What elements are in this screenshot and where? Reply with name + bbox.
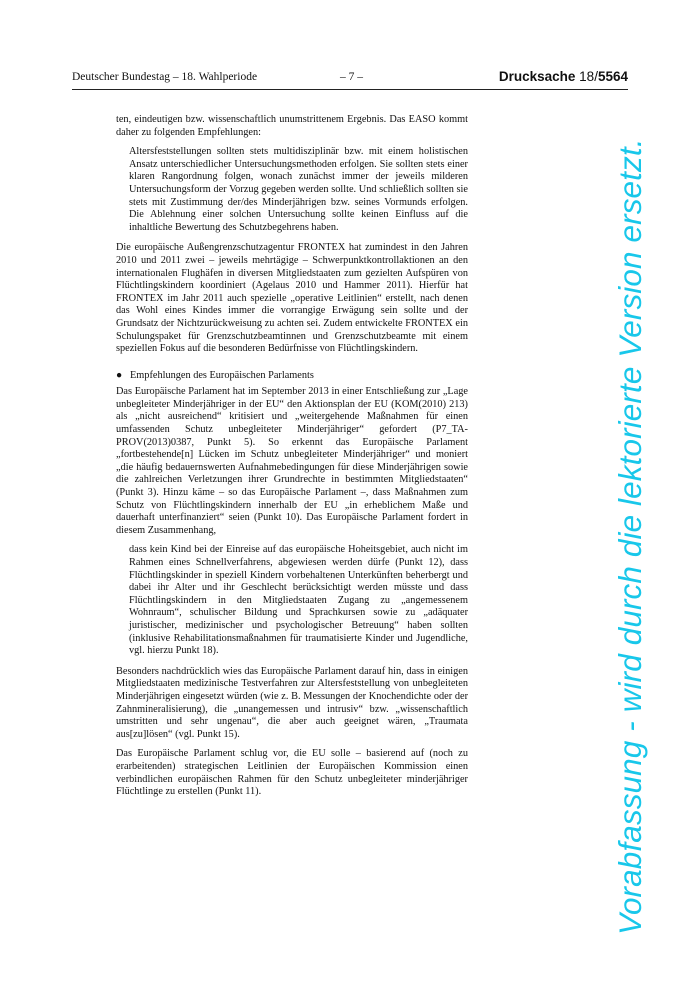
paragraph-age-testing: Besonders nachdrücklich wies das Europäische Parlament darauf hin, dass in einigen Mitgliedstaaten medizinische Testverfahren zur Altersfeststellung von unbegleiteten Minderjährigen eingesetzt würden (wie z. B. Messungen der Knochendichte oder der Zahnmineralisierung), die „unangemessen und intrusiv“ bzw. „wissenschaftlich umstritten und sehr ungenau“, die aber auch geeignet wären, „Traumata aus[zu]lösen“ (vgl. Punkt 15). [116,665,468,740]
document-body [116,114,468,806]
document-label: Drucksache [498,69,580,84]
header-rule [72,89,628,90]
paragraph-parliament: Das Europäische Parlament hat im September 2013 in einer Entschließung zur „Lage unbegleiteter Minderjähriger in der EU“ den Aktionsplan der EU (KOM(2010) 213) als „nicht ausreichend“ kritisiert und „weitergehende Maßnahmen für einen umfassenden Schutz unbegleiteter Minderjähriger“ gefordert (P7_TA-PROV(2013)0387, Punkt 5). So erkennt das Europäische Parlament „fortbestehende[n] Lücken im Schutz unbegleiteter Minderjähriger“ und moniert „die häufig bedauernswerten Aufnahmebedingungen für diese Minderjährigen sowie die zahlreichen Verletzungen ihrer Grundrechte in bestimmten Mitgliedstaaten“ (Punkt 3). Hinzu käme – so das Europäische Parlament –, dass Maßnahmen zum Schutz von Flüchtlingskindern innerhalb der EU „in erheblichem Maße und dauerhaft unterfinanziert“ seien (Punkt 10). Das Europäische Parlament fordert in diesem Zusammenhang, [116,386,468,536]
quote-parliament-demands: dass kein Kind bei der Einreise auf das europäische Hoheitsgebiet, auch nicht im Rahmen eines Schnellverfahrens, abgewiesen werden dürfe (Punkt 12), dass Flüchtlingskinder in speziell Kindern vorbehaltenen Unterkünften beherbergt und dabei ihr Alter und ihr Geschlecht berücksichtigt werden müsste und dass Flüchtlingskindern in den Mitgliedstaaten Zugang zu „angemessenem Wohnraum“, schulischer Bildung und Sprachkursen sowie zu „adäquater juristischer, medizinischer und psychologischer Betreuung“ haben sollten (inklusive Rehabilitationsmaßnahmen für traumatisierte Kinder und Jugendliche, vgl. hierzu Punkt 18). [129,544,468,657]
document-number-bold: 5564 [597,69,628,84]
header-publisher: Deutscher Bundestag – 18. Wahlperiode [72,71,258,83]
page-number: – 7 – [340,71,363,83]
paragraph-1: ten, eindeutigen bzw. wissenschaftlich unumstrittenem Ergebnis. Das EASO kommt daher zu folgenden Empfehlungen: [116,114,468,138]
page-header [72,71,628,89]
paragraph-eu-framework: Das Europäische Parlament schlug vor, die EU solle – basierend auf (noch zu erarbeitenden) strategischen Leitlinien der Europäischen Kommission einen verbindlichen europäischen Rahmen für den Schutz unbegleiteter minderjähriger Flüchtlinge zu erstellen (Punkt 11). [116,748,468,798]
bullet-heading [116,370,468,383]
quote-easo-recommendation: Altersfeststellungen sollten stets multidisziplinär bzw. mit einem holistischen Ansatz unterschiedlicher Untersuchungsmethoden erfolgen. Sie sollten stets einer klaren Rangordnung folgen, wonach zunächst immer der jeweils milderen Untersuchungsform der Vorzug gegeben werden sollte. Und schließlich sollten sie stets mit Zustimmung der/des Minderjährigen bzw. seines Vormunds erfolgen. Die Ablehnung einer solchen Untersuchung sollte keinen Einfluss auf die inhaltliche Bewertung des Schutzbegehrens haben. [129,146,468,233]
document-number [499,69,628,84]
bullet-heading-text: Empfehlungen des Europäischen Parlaments [130,369,314,381]
bullet-icon: ● [116,369,123,381]
watermark-text: Vorabfassung - wird durch die lektorierte Version ersetzt. [612,138,648,935]
paragraph-frontex: Die europäische Außengrenzschutzagentur FRONTEX hat zumindest in den Jahren 2010 und 2011 zwei – jeweils mehrtägige – Schwerpunktkontrollaktionen an den internationalen Flughäfen in diversen Mitgliedstaaten zum gezielten Aufspüren von Flüchtlingskindern koordiniert (Agelaus 2010 und Hammer 2011). Hierfür hat FRONTEX im Jahr 2011 auch spezielle „operative Leitlinien“ erstellt, nach denen das Wohl eines Kindes immer die vorrangige Erwägung sein sollte und der Grundsatz der Nichtzurückweisung zu achten sei. Zudem entwickelte FRONTEX ein Schulungspaket für Grenzschutzbeamtinnen und Grenzschutzbeamte mit einem speziellen Fokus auf die besonderen Bedürfnisse von Flüchtlingskindern. [116,242,468,355]
document-number-prefix: 18/ [579,69,598,84]
